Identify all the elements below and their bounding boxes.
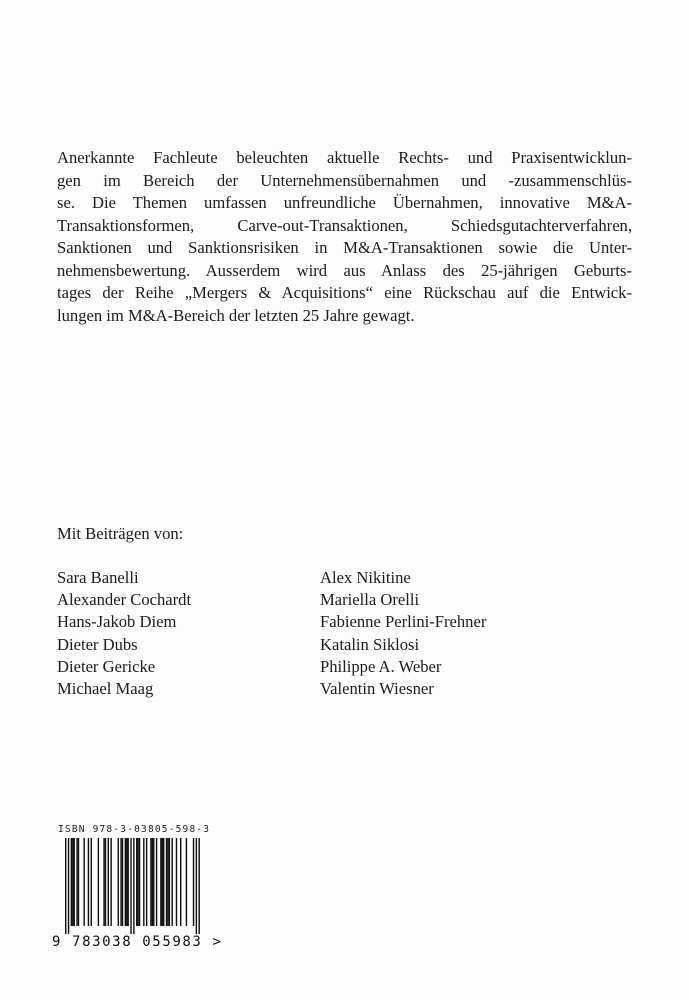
barcode-bar: [156, 838, 157, 926]
barcode-bar: [136, 838, 137, 926]
barcode-bar: [196, 838, 197, 934]
barcode-bar: [198, 838, 199, 934]
barcode-bar: [162, 838, 163, 926]
barcode-bar: [71, 838, 72, 926]
isbn-barcode: [52, 824, 223, 950]
barcode-bar: [91, 838, 92, 926]
contributors-heading: Mit Beiträgen von:: [57, 524, 184, 543]
barcode-bar: [88, 838, 89, 926]
contributor-name: Michael Maag: [57, 679, 154, 699]
barcode-bar: [180, 838, 181, 926]
barcode-bar: [76, 838, 77, 926]
blurb-line: nehmensbewertung. Ausserdem wird aus Anlass des 25-jährigen Geburts-: [57, 260, 632, 280]
contributor-name: Hans-Jakob Diem: [57, 612, 177, 632]
barcode-bar: [65, 838, 66, 934]
barcode-bar: [110, 838, 111, 926]
blurb-line: gen im Bereich der Unternehmensübernahmen und -zusammenschlüs-: [57, 170, 632, 190]
blurb-line: tages der Reihe „Mergers & Acquisitions“ eine Rückschau auf die Entwick-: [57, 283, 632, 302]
barcode-bar: [133, 838, 134, 934]
barcode-bar: [139, 838, 140, 926]
contributor-name: Valentin Wiesner: [320, 679, 434, 699]
barcode-bars: [52, 838, 218, 934]
contributor-name: Alexander Cochardt: [57, 590, 192, 610]
barcode-bar: [103, 838, 104, 926]
barcode-bar: [130, 838, 131, 934]
barcode-bar: [186, 838, 187, 926]
barcode-bar: [146, 838, 147, 926]
barcode-bar: [172, 838, 173, 926]
barcode-bar: [153, 838, 154, 926]
barcode-bar: [150, 838, 151, 926]
contributor-name: Fabienne Perlini-Frehner: [320, 612, 487, 632]
blurb-line: Sanktionen und Sanktionsrisiken in M&A-Transaktionen sowie die Unter-: [57, 238, 632, 257]
contributor-name: Philippe A. Weber: [320, 656, 442, 676]
barcode-bar: [72, 838, 73, 926]
barcode-bar: [98, 838, 99, 926]
barcode-bar: [176, 838, 177, 926]
barcode-bar: [126, 838, 127, 926]
barcode-bar: [78, 838, 79, 926]
barcode-bar: [125, 838, 126, 926]
barcode-bar: [105, 838, 106, 926]
contributors-list-left: [57, 567, 191, 700]
contributor-name: Dieter Gericke: [57, 656, 156, 676]
barcode-bar: [122, 838, 123, 926]
barcode-bar: [193, 838, 194, 926]
blurb-text: [57, 147, 632, 327]
contributor-name: Mariella Orelli: [320, 590, 420, 610]
barcode-bar: [118, 838, 119, 926]
contributor-name: Katalin Siklosi: [320, 634, 420, 654]
contributor-name: Sara Banelli: [57, 568, 139, 587]
barcode-bar: [166, 838, 167, 926]
barcode-bar: [108, 838, 109, 926]
barcode-bar: [160, 838, 161, 926]
barcode-bar: [167, 838, 168, 926]
isbn-label: ISBN 978-3-03805-598-3: [58, 824, 211, 835]
blurb-line: Transaktionsformen, Carve-out-Transaktionen, Schiedsgutachterverfahren,: [57, 215, 632, 235]
barcode-bar: [74, 838, 75, 926]
contributor-name: Dieter Dubs: [57, 634, 138, 654]
barcode-bar: [120, 838, 121, 926]
ean-digits: 9 783038 055983 >: [52, 934, 223, 950]
blurb-line: lungen im M&A-Bereich der letzten 25 Jahre gewagt.: [57, 305, 415, 325]
barcode-bar: [169, 838, 170, 926]
barcode-bar: [163, 838, 164, 926]
barcode-bar: [137, 838, 138, 926]
barcode-bar: [68, 838, 69, 934]
blurb-line: Anerkannte Fachleute beleuchten aktuelle Rechts- und Praxisentwicklun-: [57, 148, 632, 167]
barcode-bar: [83, 838, 84, 926]
contributors-list-right: [320, 567, 486, 700]
barcode-bar: [127, 838, 128, 926]
barcode-bar: [152, 838, 153, 926]
contributor-name: Alex Nikitine: [320, 568, 411, 587]
blurb-line: se. Die Themen umfassen unfreundliche Übernahmen, innovative M&A-: [57, 193, 632, 212]
barcode-bar: [143, 838, 144, 926]
